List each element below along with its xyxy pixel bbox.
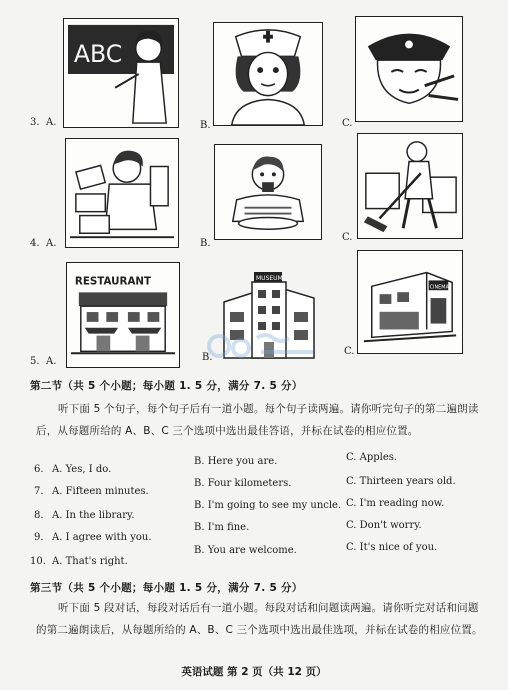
boy-eating-illustration — [215, 145, 321, 239]
q3-picture-b — [213, 22, 323, 126]
q5-option-c-label: C. — [344, 346, 355, 357]
museum-sign: MUSEUM — [256, 275, 283, 282]
item-7-option-b: B. Four kilometers. — [194, 478, 292, 489]
watermark-logo — [205, 326, 325, 366]
q3-picture-c — [355, 16, 463, 122]
q5-option-b-label: B. — [202, 352, 213, 363]
nurse-illustration — [214, 23, 322, 125]
q5-picture-a — [66, 262, 180, 368]
section3-instructions: 听下面 5 段对话，每段对话后有一道小题。每段对话和问题读两遍。请你听完对话和问题的第二遍朗读后，从每题所给的 A、B、C 三个选项中选出最佳选项，并标在试卷的相应位置。 — [36, 602, 483, 636]
teacher-blackboard-illustration — [64, 19, 178, 127]
cinema-sign: CINEMA — [429, 284, 449, 291]
item-10-option-a: A. That's right. — [52, 556, 128, 567]
q4-picture-c — [357, 133, 463, 239]
boy-sweeping-illustration — [358, 134, 462, 238]
item-10-number: 10. — [30, 556, 46, 567]
q5-number: 5. — [30, 356, 40, 367]
q4-option-c-label: C. — [342, 232, 353, 243]
item-7-number: 7. — [34, 486, 44, 497]
item-9-option-b: B. I'm fine. — [194, 522, 250, 533]
q4-option-b-label: B. — [200, 238, 211, 249]
q3-number: 3. — [30, 117, 40, 128]
q5-picture-c — [357, 250, 463, 354]
q5-option-a-label: A. — [46, 356, 57, 367]
restaurant-illustration — [67, 263, 179, 367]
item-8-option-b: B. I'm going to see my uncle. — [194, 500, 342, 511]
section2-title: 第二节（共 5 个小题；每小题 1. 5 分，满分 7. 5 分） — [30, 380, 303, 392]
item-7-option-a: A. Fifteen minutes. — [52, 486, 149, 497]
item-8-number: 8. — [34, 510, 44, 521]
item-6-option-c: C. Apples. — [346, 452, 398, 463]
item-6-option-a: A. Yes, I do. — [52, 464, 112, 475]
cinema-illustration — [358, 251, 462, 353]
q4-number: 4. — [30, 238, 40, 249]
police-officer-illustration — [356, 17, 462, 121]
page-footer: 英语试题 第 2 页（共 12 页） — [181, 666, 327, 678]
item-8-option-a: A. In the library. — [52, 510, 135, 521]
item-9-number: 9. — [34, 532, 44, 543]
item-6-number: 6. — [34, 464, 44, 475]
q4-picture-a — [65, 138, 179, 248]
item-9-option-a: A. I agree with you. — [52, 532, 152, 543]
item-6-option-b: B. Here you are. — [194, 456, 278, 467]
q3-option-c-label: C. — [342, 118, 353, 129]
restaurant-sign: RESTAURANT — [74, 275, 152, 288]
item-10-option-b: B. You are welcome. — [194, 545, 297, 556]
q3-picture-a — [63, 18, 179, 128]
item-8-option-c: C. I'm reading now. — [346, 498, 445, 509]
section3-title: 第三节（共 5 个小题；每小题 1. 5 分，满分 7. 5 分） — [30, 582, 303, 594]
q3-option-b-label: B. — [200, 120, 211, 131]
q4-option-a-label: A. — [46, 238, 57, 249]
section2-instructions: 听下面 5 个句子，每个句子后有一道小题。每个句子读两遍。请你听完句子的第二遍朗读后，从每题所给的 A、B、C 三个选项中选出最佳答语，并标在试卷的相应位置。 — [36, 403, 479, 437]
item-9-option-c: C. Don't worry. — [346, 520, 422, 531]
board-text: ABC — [73, 40, 123, 69]
item-7-option-c: C. Thirteen years old. — [346, 476, 456, 487]
boy-reading-illustration — [66, 139, 178, 247]
q4-picture-b — [214, 144, 322, 240]
item-10-option-c: C. It's nice of you. — [346, 542, 438, 553]
q3-option-a-label: A. — [46, 117, 57, 128]
